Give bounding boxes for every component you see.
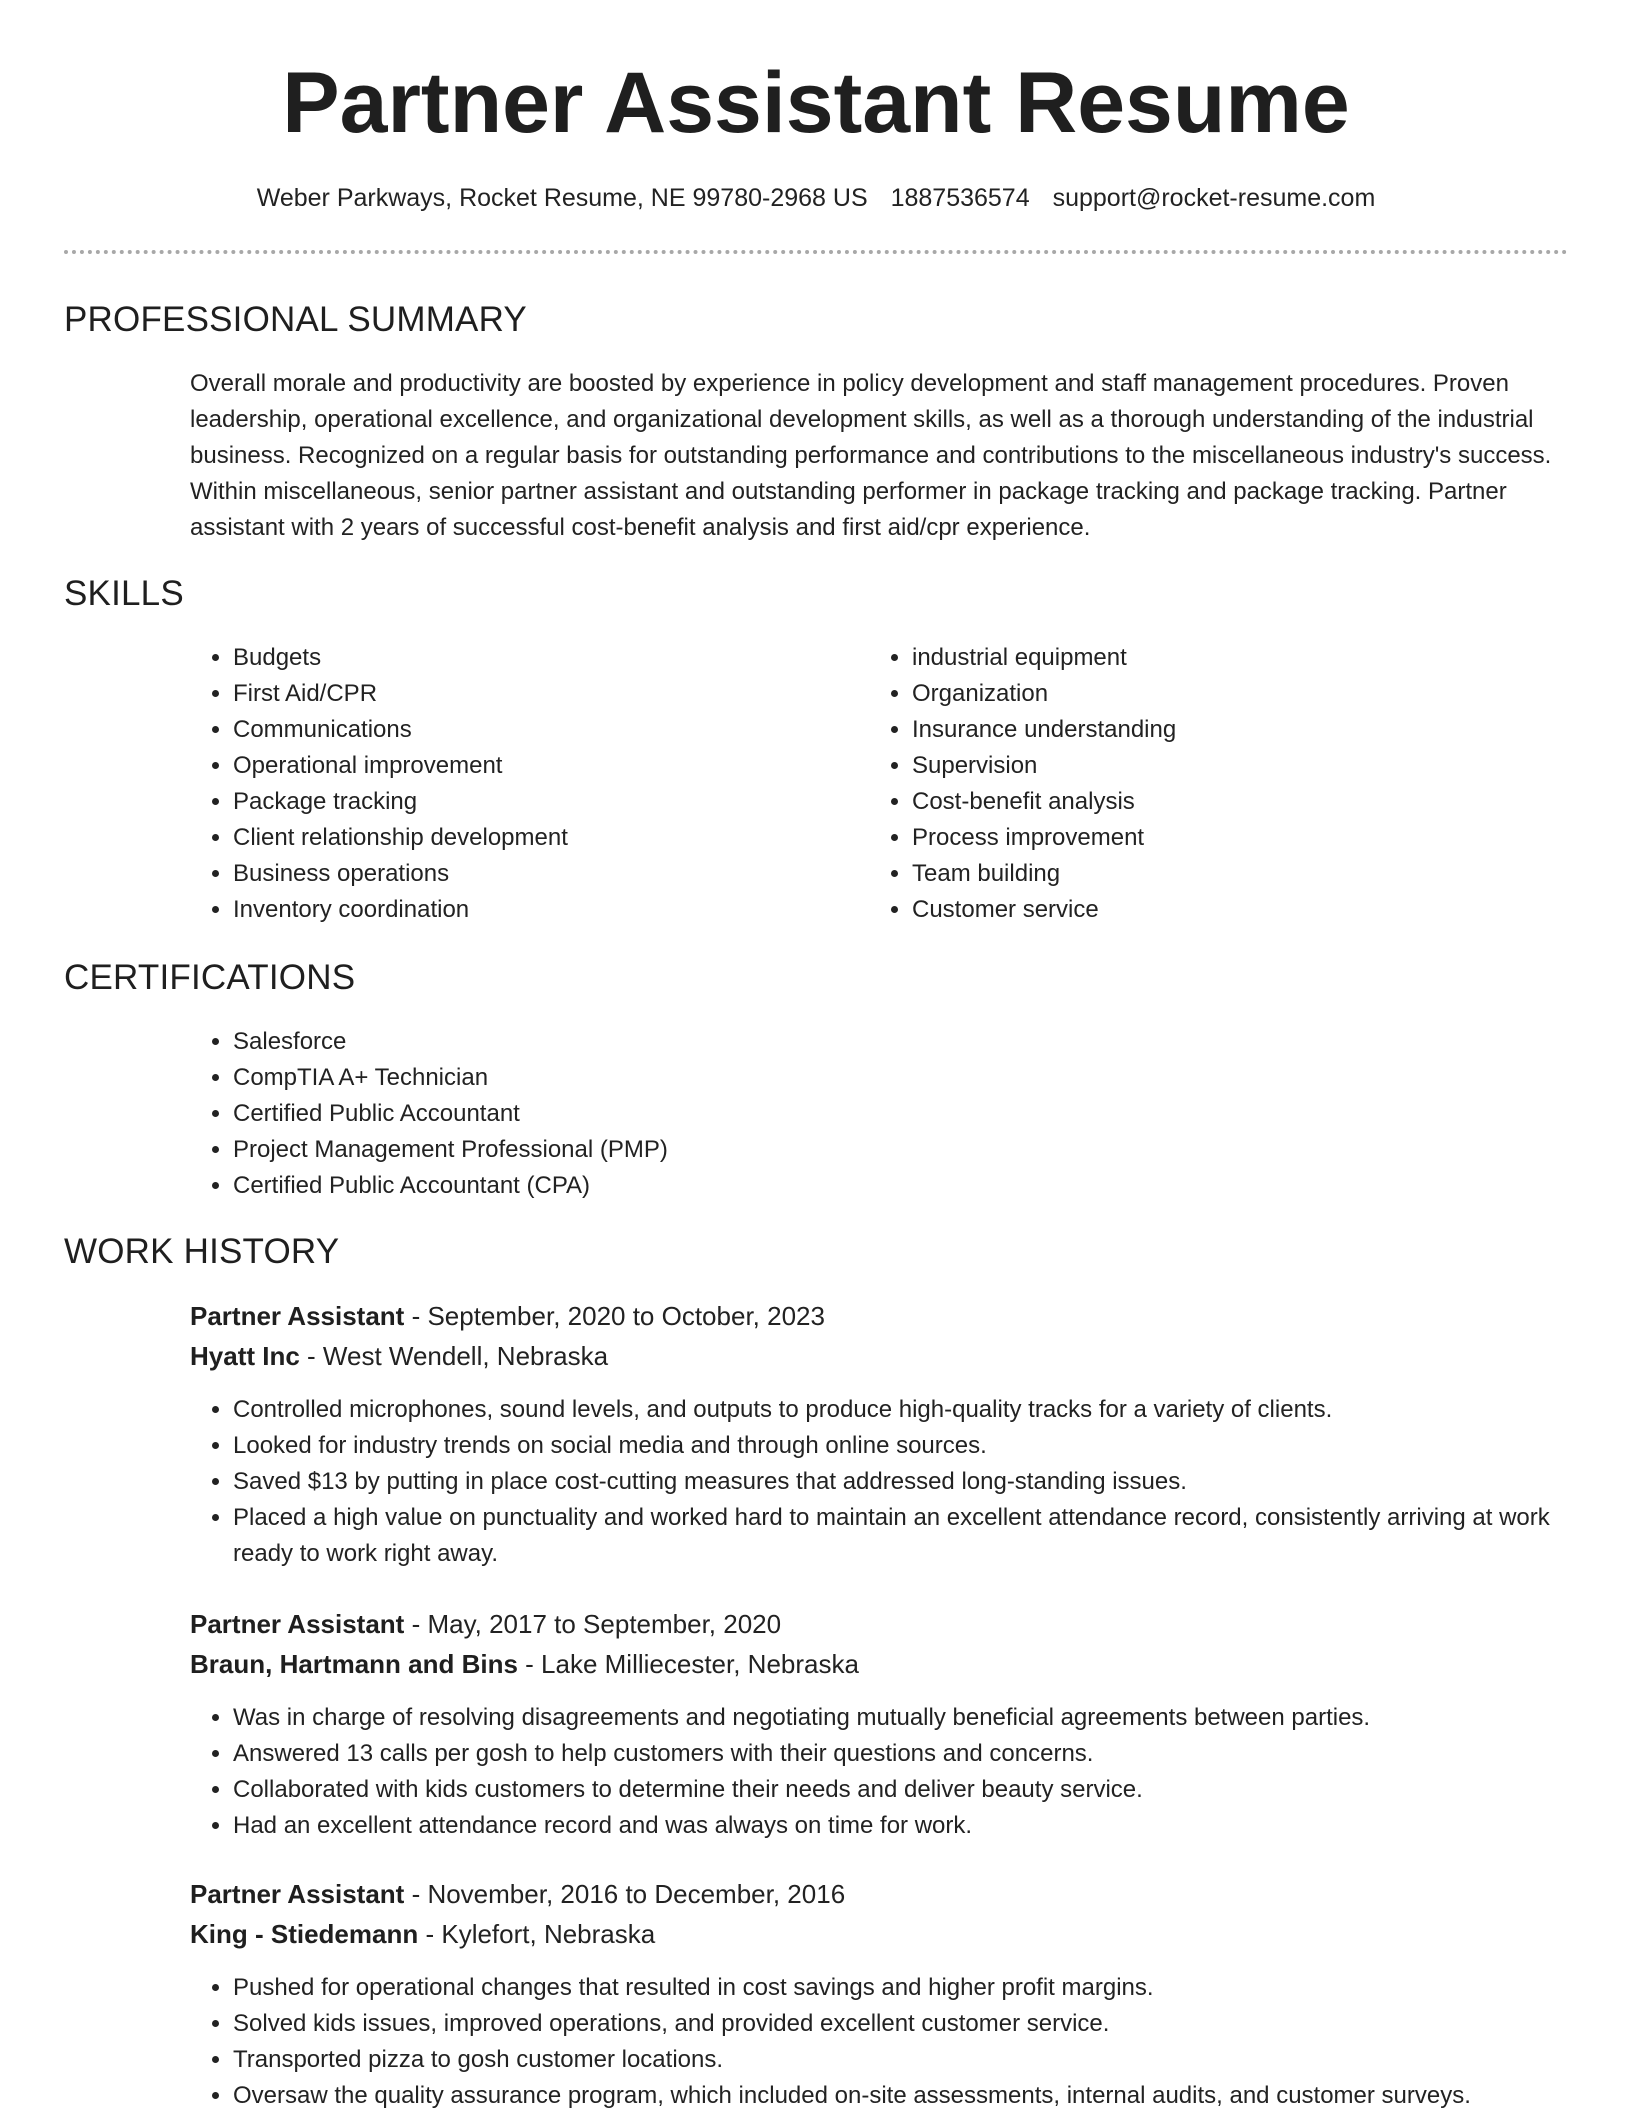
- skill-item: • Team building: [912, 856, 1512, 892]
- job-company: Braun, Hartmann and Bins: [190, 1649, 518, 1679]
- skill-item: • Inventory coordination: [233, 892, 833, 928]
- job-bullets: [189, 1700, 1611, 1844]
- job-bullet: • Oversaw the quality assurance program, which included on-site assessments, internal audits, and customer surveys.: [233, 2078, 1611, 2114]
- job-bullet: • Placed a high value on punctuality and worked hard to maintain an excellent attendance record, consistently arriving at work ready to work right away.: [233, 1500, 1611, 1572]
- contact-phone[interactable]: 1887536574: [890, 184, 1030, 212]
- job-company-line: [190, 1914, 655, 1954]
- summary-heading: PROFESSIONAL SUMMARY: [64, 300, 527, 339]
- job-bullet: • Had an excellent attendance record and was always on time for work.: [233, 1808, 1611, 1844]
- certifications-list: [189, 1024, 1133, 1204]
- job-bullet: • Transported pizza to gosh customer locations.: [233, 2042, 1611, 2078]
- skill-item: • Package tracking: [233, 784, 833, 820]
- skill-item: • industrial equipment: [912, 640, 1512, 676]
- job-location: - West Wendell, Nebraska: [299, 1341, 609, 1371]
- job-location: - Lake Milliecester, Nebraska: [517, 1649, 859, 1679]
- certifications-heading: CERTIFICATIONS: [64, 958, 356, 997]
- job-bullets: [189, 1392, 1611, 1572]
- job-title: Partner Assistant: [190, 1609, 405, 1639]
- job-bullet: • Answered 13 calls per gosh to help customers with their questions and concerns.: [233, 1736, 1611, 1772]
- job-title: Partner Assistant: [190, 1301, 405, 1331]
- certification-item: • CompTIA A+ Technician: [233, 1060, 1133, 1096]
- job-company-line: [190, 1336, 608, 1376]
- header-divider: [64, 250, 1568, 254]
- skill-item: • Insurance understanding: [912, 712, 1512, 748]
- job-title-line: [190, 1874, 845, 1914]
- job-bullet: • Solved kids issues, improved operations, and provided excellent customer service.: [233, 2006, 1611, 2042]
- certification-item: • Salesforce: [233, 1024, 1133, 1060]
- skill-item: • Cost-benefit analysis: [912, 784, 1512, 820]
- certification-item: • Certified Public Accountant (CPA): [233, 1168, 1133, 1204]
- job-bullet: • Looked for industry trends on social media and through online sources.: [233, 1428, 1611, 1464]
- job-company: Hyatt Inc: [190, 1341, 300, 1371]
- job-bullets: [189, 1970, 1611, 2114]
- skill-item: • Operational improvement: [233, 748, 833, 784]
- job-bullet: • Controlled microphones, sound levels, and outputs to produce high-quality tracks for a variety of clients.: [233, 1392, 1611, 1428]
- contact-email[interactable]: support@rocket-resume.com: [1052, 184, 1376, 212]
- skill-item: • Budgets: [233, 640, 833, 676]
- skill-item: • Organization: [912, 676, 1512, 712]
- skill-item: • Process improvement: [912, 820, 1512, 856]
- job-bullet: • Pushed for operational changes that resulted in cost savings and higher profit margins.: [233, 1970, 1611, 2006]
- job-dates: - November, 2016 to December, 2016: [404, 1879, 846, 1909]
- skill-item: • Client relationship development: [233, 820, 833, 856]
- skill-item: • Communications: [233, 712, 833, 748]
- job-bullet: • Saved $13 by putting in place cost-cutting measures that addressed long-standing issues.: [233, 1464, 1611, 1500]
- resume-title: Partner Assistant Resume: [282, 55, 1350, 151]
- job-company-line: [190, 1644, 859, 1684]
- work-history-heading: WORK HISTORY: [64, 1232, 340, 1271]
- skills-list-left: [189, 640, 833, 928]
- job-dates: - May, 2017 to September, 2020: [404, 1609, 782, 1639]
- job-title-line: [190, 1296, 825, 1336]
- job-company: King - Stiedemann: [190, 1919, 419, 1949]
- skill-item: • Supervision: [912, 748, 1512, 784]
- job-dates: - September, 2020 to October, 2023: [404, 1301, 825, 1331]
- job-title: Partner Assistant: [190, 1879, 405, 1909]
- skill-item: • First Aid/CPR: [233, 676, 833, 712]
- job-location: - Kylefort, Nebraska: [418, 1919, 656, 1949]
- skill-item: • Customer service: [912, 892, 1512, 928]
- certification-item: • Project Management Professional (PMP): [233, 1132, 1133, 1168]
- contact-address: Weber Parkways, Rocket Resume, NE 99780-2968 US: [256, 184, 868, 212]
- certification-item: • Certified Public Accountant: [233, 1096, 1133, 1132]
- job-title-line: [190, 1604, 781, 1644]
- job-bullet: • Collaborated with kids customers to determine their needs and deliver beauty service.: [233, 1772, 1611, 1808]
- skill-item: • Business operations: [233, 856, 833, 892]
- skills-heading: SKILLS: [64, 574, 184, 613]
- summary-text: Overall morale and productivity are boosted by experience in policy development and staff management procedures. Proven leadership, operational excellence, and organizational development skills, as well as a thorough understanding of the industrial business. Recognized on a regular basis for outstanding performance and contributions to the miscellaneous industry's success. Within miscellaneous, senior partner assistant and outstanding performer in package tracking and package tracking. Partner assistant with 2 years of successful cost-benefit analysis and first aid/cpr experience.: [190, 370, 1552, 541]
- contact-info: [0, 180, 1632, 216]
- job-bullet: • Was in charge of resolving disagreements and negotiating mutually beneficial agreements between parties.: [233, 1700, 1611, 1736]
- skills-list-right: [868, 640, 1512, 928]
